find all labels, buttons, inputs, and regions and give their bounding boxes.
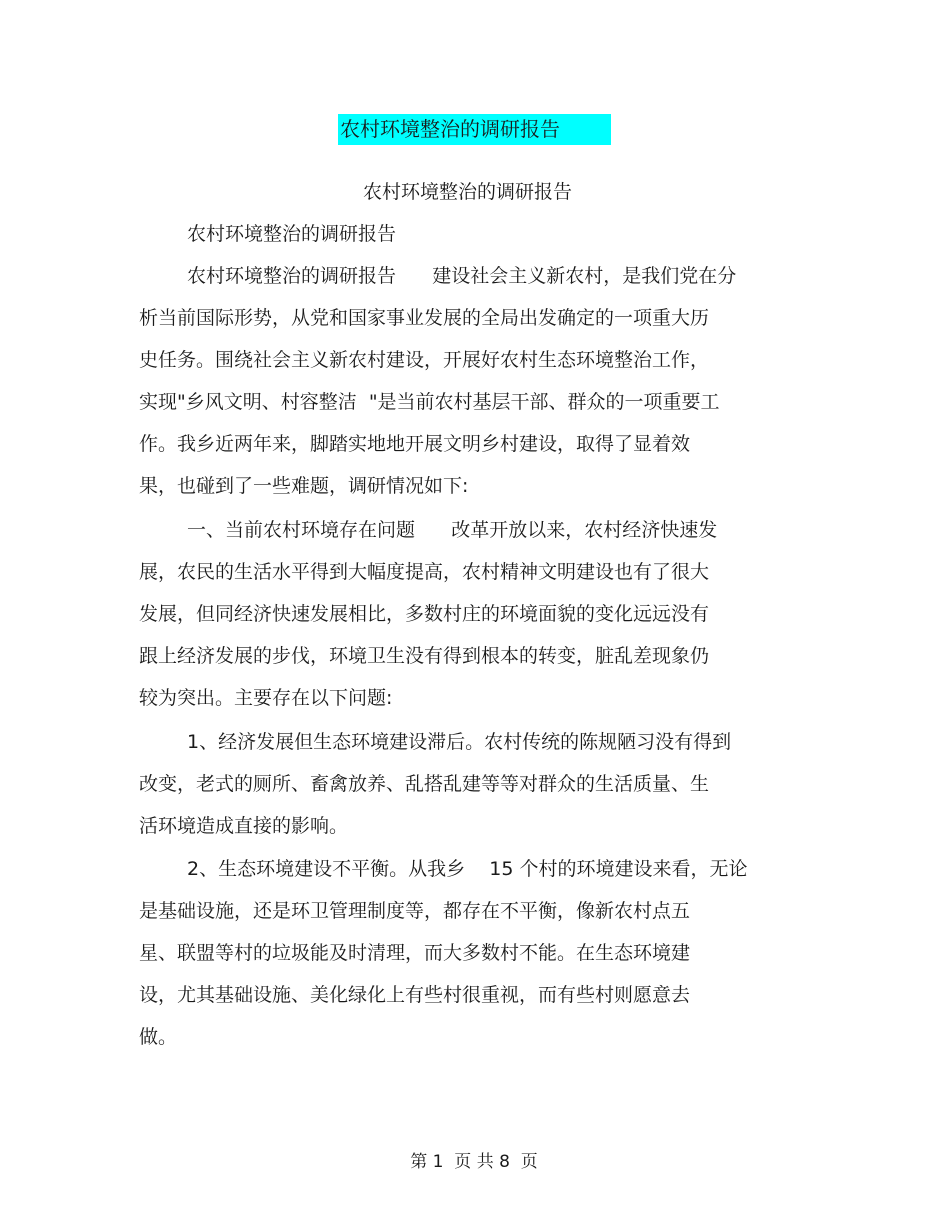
body-line: 2、生态环境建设不平衡。从我乡 15 个村的环境建设来看，无论 bbox=[187, 858, 748, 880]
body-line: 析当前国际形势，从党和国家事业发展的全局出发确定的一项重大历 bbox=[139, 307, 710, 329]
document-subtitle: 农村环境整治的调研报告 bbox=[362, 181, 572, 203]
body-line: 是基础设施，还是环卫管理制度等，都存在不平衡，像新农村点五 bbox=[139, 900, 691, 922]
body-line: 活环境造成直接的影响。 bbox=[139, 815, 349, 837]
body-line: 做。 bbox=[139, 1026, 178, 1048]
body-line: 作。我乡近两年来，脚踏实地地开展文明乡村建设，取得了显着效 bbox=[139, 433, 691, 455]
body-line: 农村环境整治的调研报告 建设社会主义新农村，是我们党在分 bbox=[187, 265, 737, 287]
section-heading-line: 一、当前农村环境存在问题 改革开放以来，农村经济快速发 bbox=[187, 519, 718, 541]
body-line: 展，农民的生活水平得到大幅度提高，农村精神文明建设也有了很大 bbox=[139, 561, 710, 583]
document-header-title: 农村环境整治的调研报告 bbox=[338, 114, 611, 145]
body-line: 1、经济发展但生态环境建设滞后。农村传统的陈规陋习没有得到 bbox=[187, 731, 732, 753]
body-line: 改变，老式的厕所、畜禽放养、乱搭乱建等等对群众的生活质量、生 bbox=[139, 773, 710, 795]
body-line: 星、联盟等村的垃圾能及时清理，而大多数村不能。在生态环境建 bbox=[139, 942, 691, 964]
page-number-footer: 第 1 页 共 8 页 bbox=[410, 1152, 538, 1172]
body-line: 较为突出。主要存在以下问题: bbox=[139, 687, 393, 709]
body-line: 农村环境整治的调研报告 bbox=[187, 223, 397, 245]
body-line: 发展，但同经济快速发展相比，多数村庄的环境面貌的变化远远没有 bbox=[139, 603, 710, 625]
body-line: 史任务。围绕社会主义新农村建设，开展好农村生态环境整治工作， bbox=[139, 349, 710, 371]
body-line: 实现"乡风文明、村容整洁 "是当前农村基层干部、群众的一项重要工 bbox=[139, 391, 720, 413]
body-line: 跟上经济发展的步伐，环境卫生没有得到根本的转变，脏乱差现象仍 bbox=[139, 645, 710, 667]
body-line: 设，尤其基础设施、美化绿化上有些村很重视，而有些村则愿意去 bbox=[139, 984, 691, 1006]
body-line: 果，也碰到了一些难题，调研情况如下: bbox=[139, 475, 469, 497]
